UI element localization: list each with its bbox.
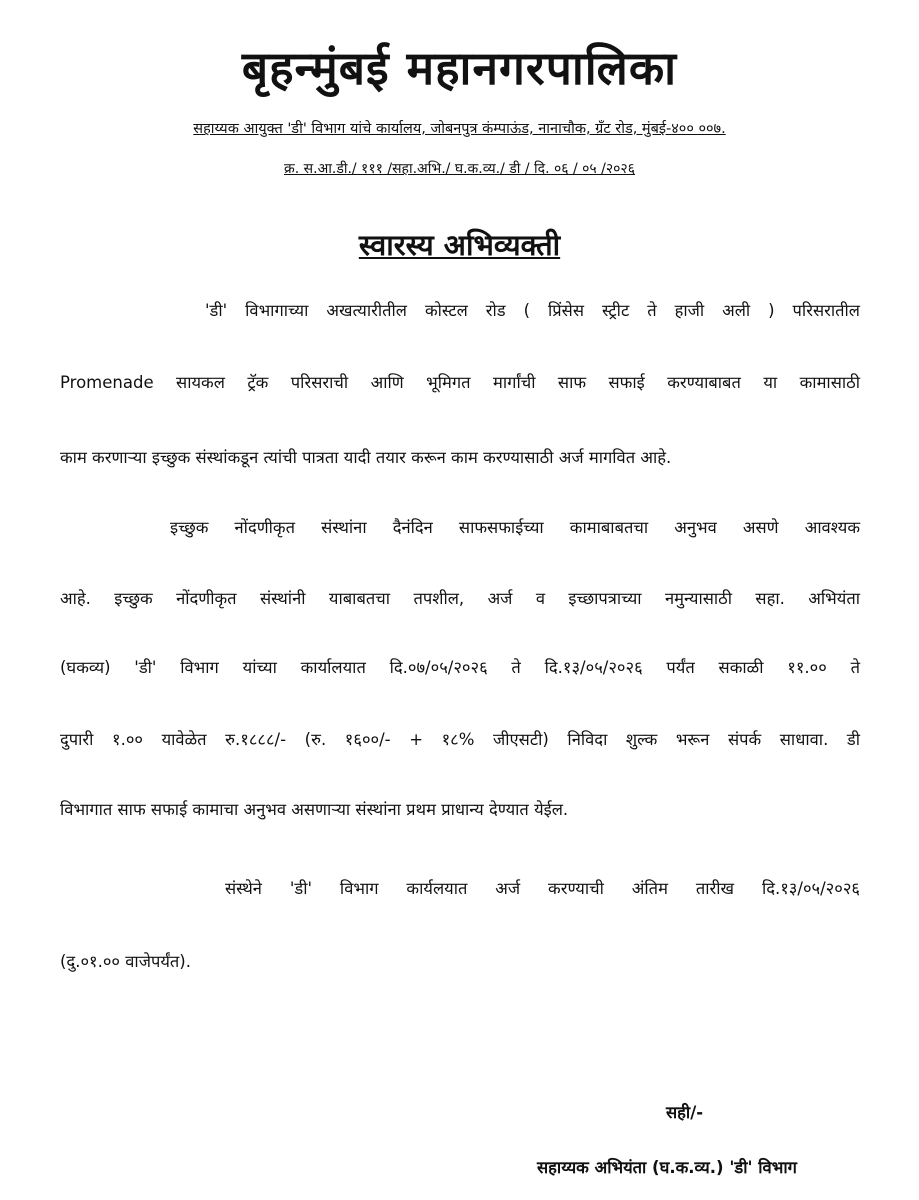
paragraph-1-line-2: Promenade सायकल ट्रॅक परिसराची आणि भूमिगत मार्गांची साफ सफाई करण्याबाबत या कामासाठी (60, 373, 860, 392)
paragraph-3-line-2: (दु.०१.०० वाजेपर्यंत). (60, 952, 191, 971)
signature-mark: सही/- (666, 1103, 704, 1122)
notice-heading: स्वारस्य अभिव्यक्ती (358, 228, 561, 262)
paragraph-2-line-5: विभागात साफ सफाई कामाचा अनुभव असणाऱ्या संस्थांना प्रथम प्राधान्य देण्यात येईल. (60, 800, 569, 819)
paragraph-2-line-4: दुपारी १.०० यावेळेत रु.१८८८/- (रु. १६००/- + १८% जीएसटी) निविदा शुल्क भरून संपर्क साधावा. डी (60, 730, 860, 749)
paragraph-2-line-3: (घकव्य) 'डी' विभाग यांच्या कार्यालयात दि.०७/०५/२०२६ ते दि.१३/०५/२०२६ पर्यंत सकाळी ११.०० ते (60, 658, 860, 677)
office-address: सहाय्यक आयुक्त 'डी' विभाग यांचे कार्यालय, जोबनपुत्र कंम्पाऊंड, नानाचौक, ग्रँट रोड, मुंबई-४०० ००७. (193, 121, 726, 137)
signatory-designation: सहाय्यक अभियंता (घ.क.व्य.) 'डी' विभाग (537, 1158, 797, 1177)
reference-number: क्र. स.आ.डी./ १११ /सहा.अभि./ घ.क.व्य./ डी / दि. ०६ / ०५ /२०२६ (284, 161, 635, 177)
document-title: बृहन्मुंबई महानगरपालिका (241, 41, 678, 95)
paragraph-1-line-1: 'डी' विभागाच्या अखत्यारीतील कोस्टल रोड ( प्रिंसेस स्ट्रीट ते हाजी अली ) परिसरातील (205, 301, 860, 320)
paragraph-2-line-2: आहे. इच्छुक नोंदणीकृत संस्थांनी याबाबतचा तपशील, अर्ज व इच्छापत्राच्या नमुन्यासाठी सहा. अभियंता (60, 589, 860, 608)
paragraph-2-line-1: इच्छुक नोंदणीकृत संस्थांना दैनंदिन साफसफाईच्या कामाबाबतचा अनुभव असणे आवश्यक (170, 518, 860, 537)
paragraph-3-line-1: संस्थेने 'डी' विभाग कार्यलयात अर्ज करण्याची अंतिम तारीख दि.१३/०५/२०२६ (225, 879, 860, 898)
paragraph-1-line-3: काम करणाऱ्या इच्छुक संस्थांकडून त्यांची पात्रता यादी तयार करून काम करण्यासाठी अर्ज मागवित आहे. (60, 448, 672, 467)
